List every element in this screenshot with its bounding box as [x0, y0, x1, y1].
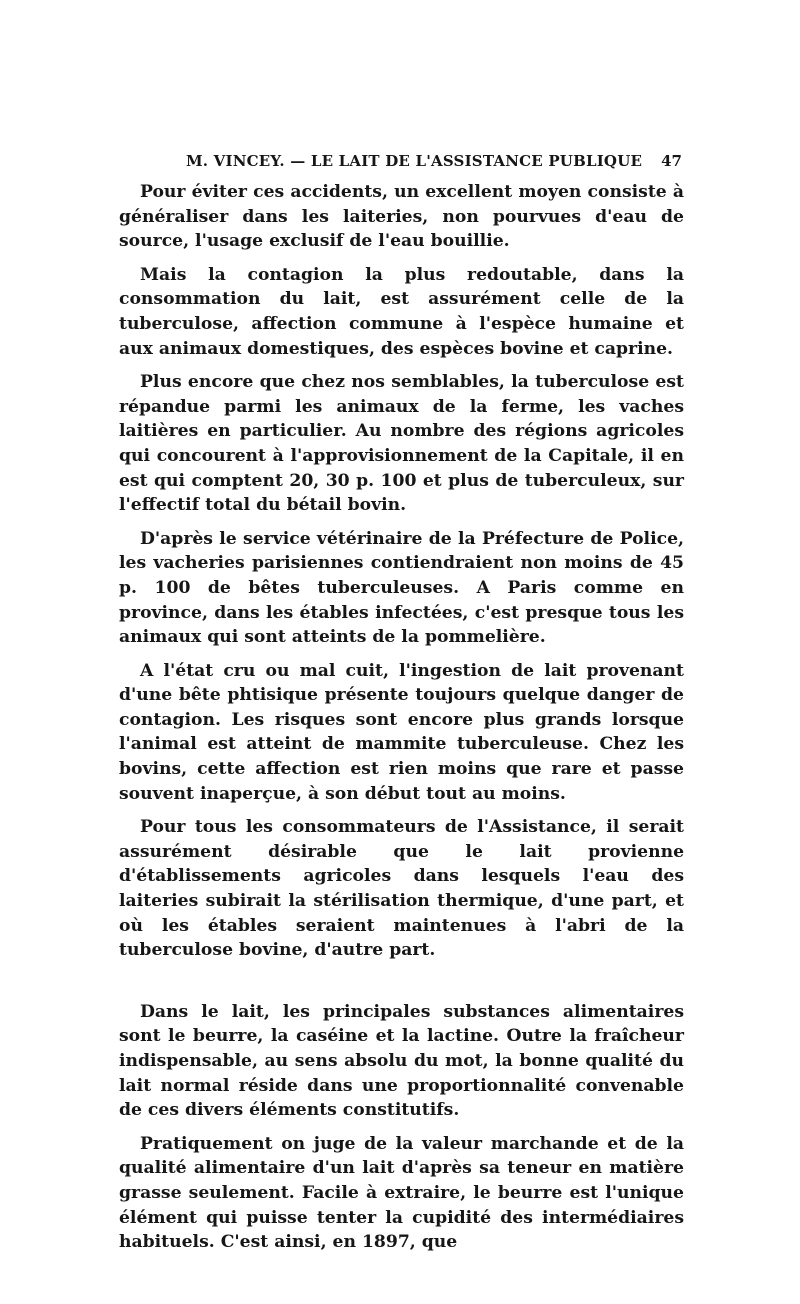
paragraph: Mais la contagion la plus redoutable, dans la consommation du lait, est assurément celle de la tuberculose, affection commune à l'espèce humaine et aux animaux domestiques, des espèces bovine et caprine. [119, 264, 684, 359]
paragraph: D'après le service vétérinaire de la Préfecture de Police, les vacheries parisiennes contiendraient non moins de 45 p. 100 de bêtes tuberculeuses. A Paris comme en province, dans les étables infectées, c'est presque tous les animaux qui sont atteints de la pommelière. [119, 528, 684, 648]
body-text [119, 180, 684, 1264]
paragraph: Pratiquement on juge de la valeur marchande et de la qualité alimentaire d'un lait d'après sa teneur en matière grasse seulement. Facile à extraire, le beurre est l'unique élément qui puisse tenter la cupidité des intermédiaires habituels. C'est ainsi, en 1897, que [119, 1133, 684, 1253]
running-title: M. VINCEY. — LE LAIT DE L'ASSISTANCE PUBLIQUE [186, 152, 643, 170]
paragraph: Plus encore que chez nos semblables, la tuberculose est répandue parmi les animaux de la ferme, les vaches laitières en particulier. Au nombre des régions agricoles qui concourent à l'approvisionnement de la Capitale, il en est qui comptent 20, 30 p. 100 et plus de tuberculeux, sur l'effectif total du bétail bovin. [119, 372, 684, 516]
paragraph: A l'état cru ou mal cuit, l'ingestion de lait provenant d'une bête phtisique présente toujours quelque danger de contagion. Les risques sont encore plus grands lorsque l'animal est atteint de mammite tuberculeuse. Chez les bovins, cette affection est rien moins que rare et passe souvent inaperçue, à son début tout au moins. [119, 660, 684, 804]
paragraph: Pour tous les consommateurs de l'Assistance, il serait assurément désirable que le lait provienne d'établissements agricoles dans lesquels l'eau des laiteries subirait la stérilisation thermique, d'une part, et où les étables seraient maintenues à l'abri de la tuberculose bovine, d'autre part. [119, 817, 684, 961]
section-break [119, 972, 684, 1000]
page-number: 47 [661, 152, 682, 170]
paragraph: Pour éviter ces accidents, un excellent moyen consiste à généraliser dans les laiteries, non pourvues d'eau de source, l'usage exclusif de l'eau bouillie. [119, 182, 684, 252]
paragraph: Dans le lait, les principales substances alimentaires sont le beurre, la caséine et la lactine. Outre la fraîcheur indispensable, au sens absolu du mot, la bonne qualité du lait normal réside dans une proportionnalité convenable de ces divers éléments constitutifs. [119, 1001, 684, 1121]
running-head [120, 152, 682, 176]
